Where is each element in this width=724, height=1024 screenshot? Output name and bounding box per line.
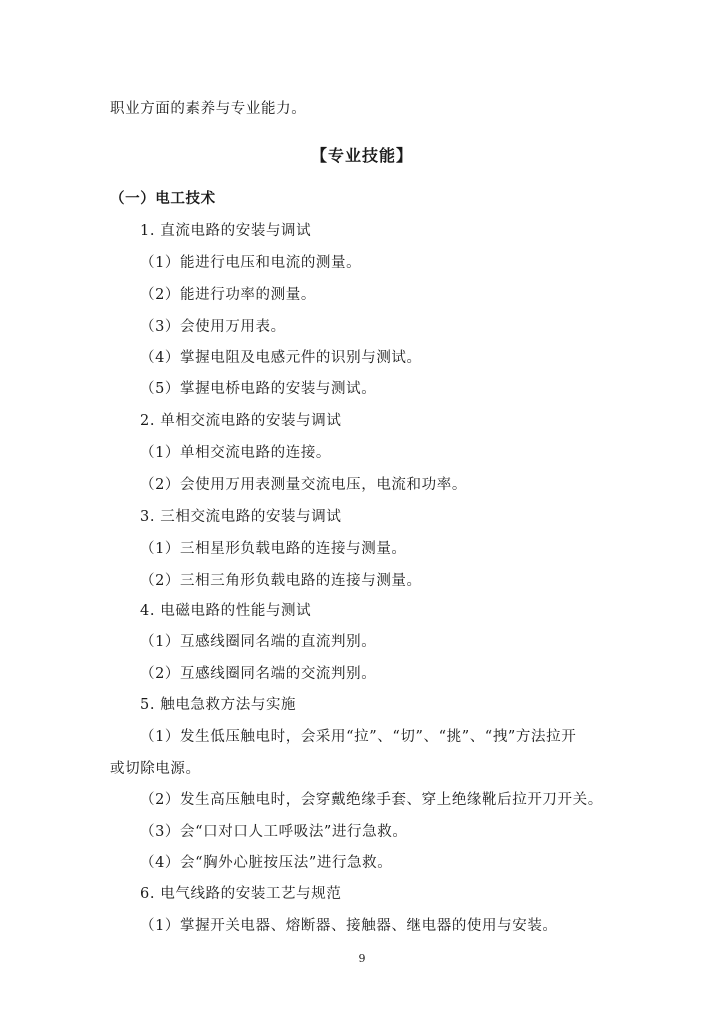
topic-title: 4. 电磁电路的性能与测试 [140, 603, 312, 619]
list-item: （2）三相三角形负载电路的连接与测量。 [140, 573, 422, 589]
topic-title: 5. 触电急救方法与实施 [140, 697, 297, 713]
list-item-continuation: 或切除电源。 [110, 761, 201, 777]
list-item: （5）掌握电桥电路的安装与测试。 [140, 381, 377, 397]
list-item: （3）会使用万用表。 [140, 319, 286, 335]
list-item: （3）会“口对口人工呼吸法”进行急救。 [140, 824, 408, 840]
list-item: （1）发生低压触电时，会采用“拉”、“切”、“挑”、“拽”方法拉开 [140, 729, 577, 745]
topic-title: 1. 直流电路的安装与调试 [140, 223, 312, 239]
page-number: 9 [358, 952, 366, 965]
list-item: （2）会使用万用表测量交流电压，电流和功率。 [140, 477, 467, 493]
list-item: （1）能进行电压和电流的测量。 [140, 255, 362, 271]
list-item: （2）互感线圈同名端的交流判别。 [140, 666, 377, 682]
list-item: （4）掌握电阻及电感元件的识别与测试。 [140, 350, 422, 366]
list-item: （2）发生高压触电时，会穿戴绝缘手套、穿上绝缘靴后拉开刀开关。 [140, 792, 603, 808]
topic-title: 3. 三相交流电路的安装与调试 [140, 509, 342, 525]
topic-title: 2. 单相交流电路的安装与调试 [140, 413, 342, 429]
section-title: （一）电工技术 [110, 191, 216, 207]
topic-title: 6. 电气线路的安装工艺与规范 [140, 886, 342, 902]
intro-tail-text: 职业方面的素养与专业能力。 [110, 101, 307, 117]
list-item: （1）互感线圈同名端的直流判别。 [140, 634, 377, 650]
list-item: （4）会“胸外心脏按压法”进行急救。 [140, 855, 393, 871]
professional-skills-heading: 【专业技能】 [310, 146, 413, 165]
list-item: （1）三相星形负载电路的连接与测量。 [140, 541, 407, 557]
list-item: （1）掌握开关电器、熔断器、接触器、继电器的使用与安装。 [140, 918, 558, 934]
list-item: （2）能进行功率的测量。 [140, 287, 316, 303]
list-item: （1）单相交流电路的连接。 [140, 445, 332, 461]
